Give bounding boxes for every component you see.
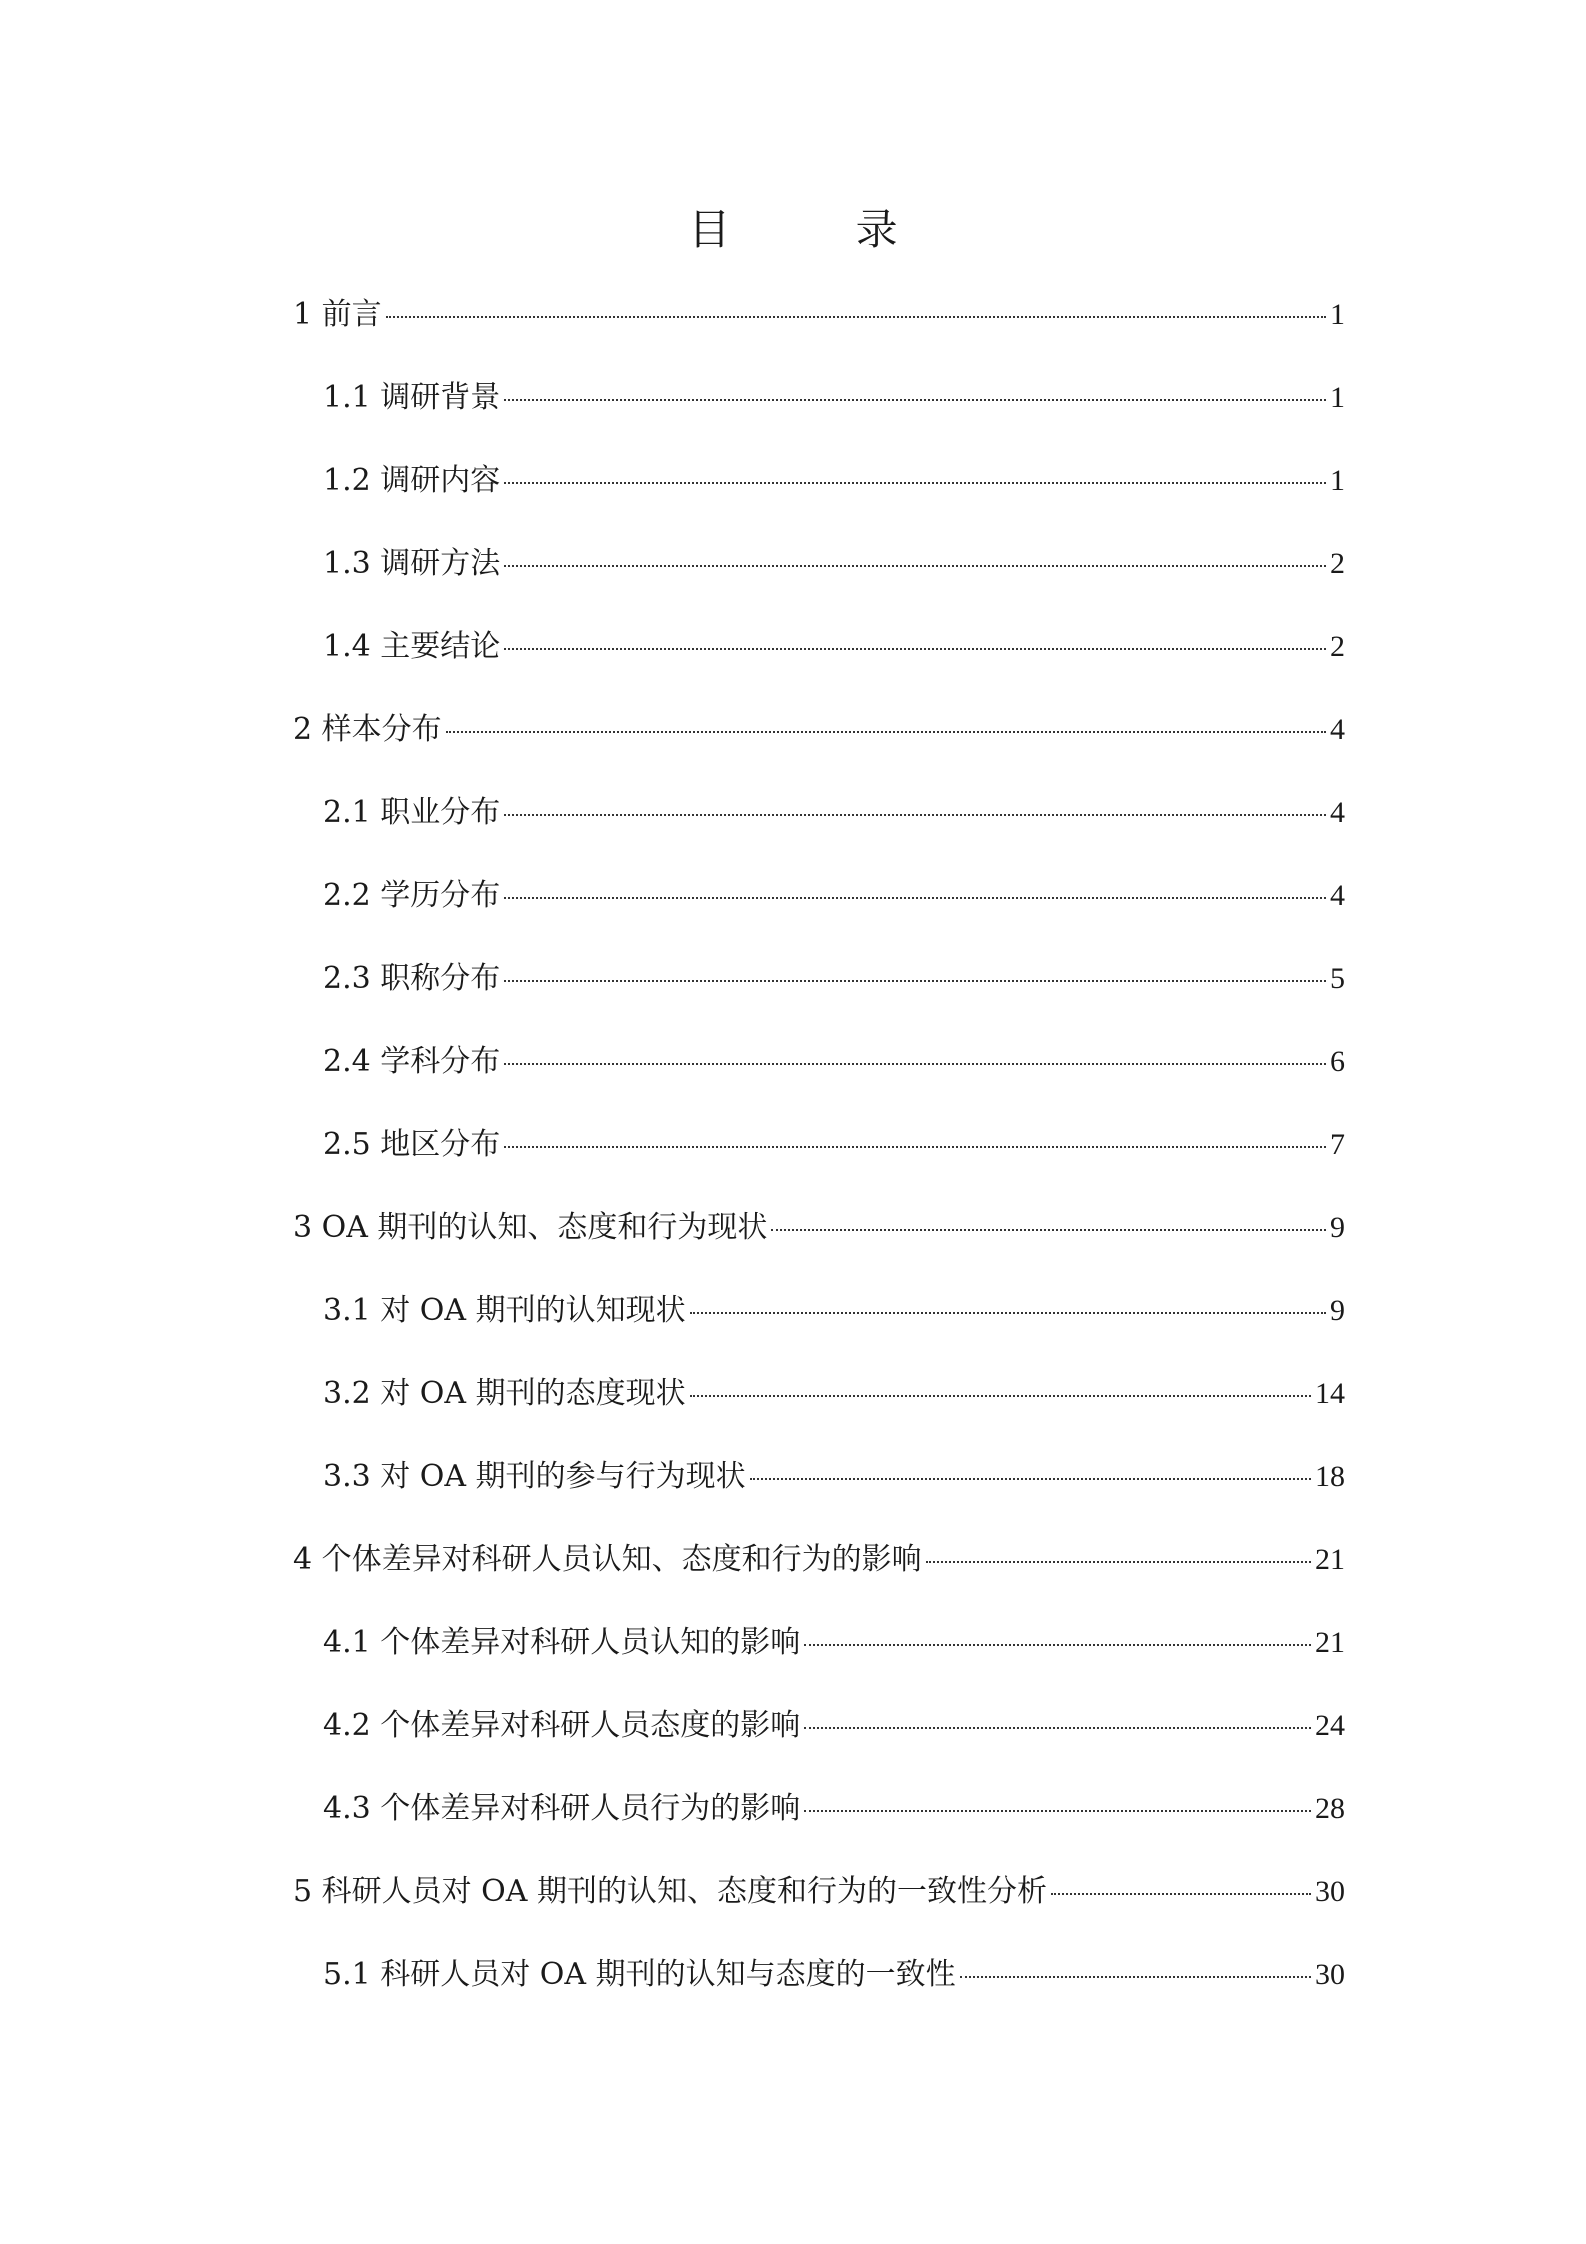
toc-entry[interactable] bbox=[293, 1366, 1345, 1449]
toc-entry[interactable] bbox=[293, 1781, 1345, 1864]
toc-page-number: 24 bbox=[1315, 1709, 1345, 1742]
toc-dot-leader bbox=[690, 1395, 1311, 1397]
toc-entry-text: 3.3 对 OA 期刊的参与行为现状 bbox=[323, 1459, 746, 1494]
toc-entry-text: 3 OA 期刊的认知、态度和行为现状 bbox=[293, 1210, 768, 1245]
toc-dot-leader bbox=[504, 648, 1326, 650]
toc-entry-text: 5.1 科研人员对 OA 期刊的认知与态度的一致性 bbox=[323, 1957, 956, 1992]
toc-entry-text: 2.3 职称分布 bbox=[323, 961, 501, 996]
toc-entry[interactable] bbox=[293, 1615, 1345, 1698]
toc-page-number: 2 bbox=[1330, 630, 1345, 663]
toc-dot-leader bbox=[1051, 1893, 1311, 1895]
toc-dot-leader bbox=[926, 1561, 1311, 1563]
toc-entry[interactable] bbox=[293, 702, 1345, 785]
toc-page-number: 1 bbox=[1330, 464, 1345, 497]
toc-page-number: 30 bbox=[1315, 1958, 1345, 1991]
toc-page-number: 4 bbox=[1330, 796, 1345, 829]
toc-entry-text: 1 前言 bbox=[293, 297, 382, 332]
toc-entry-text: 2.4 学科分布 bbox=[323, 1044, 501, 1079]
toc-entry[interactable] bbox=[293, 287, 1345, 370]
toc-page-number: 5 bbox=[1330, 962, 1345, 995]
toc-dot-leader bbox=[504, 814, 1326, 816]
toc-entry-text: 1.4 主要结论 bbox=[323, 629, 501, 664]
toc-entry-text: 2.5 地区分布 bbox=[323, 1127, 501, 1162]
toc-entry[interactable] bbox=[293, 1449, 1345, 1532]
toc-page-number: 2 bbox=[1330, 547, 1345, 580]
toc-entry-text: 4.3 个体差异对科研人员行为的影响 bbox=[323, 1791, 801, 1826]
toc-entry[interactable] bbox=[293, 1947, 1345, 2030]
toc-dot-leader bbox=[804, 1644, 1311, 1646]
toc-page-number: 6 bbox=[1330, 1045, 1345, 1078]
toc-page-number: 7 bbox=[1330, 1128, 1345, 1161]
toc-entry[interactable] bbox=[293, 1864, 1345, 1947]
toc-page-number: 14 bbox=[1315, 1377, 1345, 1410]
toc-entry-text: 3.1 对 OA 期刊的认知现状 bbox=[323, 1293, 686, 1328]
toc-dot-leader bbox=[771, 1229, 1326, 1231]
toc-entry-text: 2.1 职业分布 bbox=[323, 795, 501, 830]
toc-entry[interactable] bbox=[293, 453, 1345, 536]
toc-title: 目 录 bbox=[688, 205, 954, 254]
toc-dot-leader bbox=[960, 1976, 1311, 1978]
toc-dot-leader bbox=[504, 1146, 1326, 1148]
toc-page-number: 21 bbox=[1315, 1543, 1345, 1576]
toc-entry[interactable] bbox=[293, 868, 1345, 951]
toc-dot-leader bbox=[504, 1063, 1326, 1065]
toc-entry[interactable] bbox=[293, 619, 1345, 702]
toc-entry-text: 4 个体差异对科研人员认知、态度和行为的影响 bbox=[293, 1542, 922, 1577]
toc-entry-text: 3.2 对 OA 期刊的态度现状 bbox=[323, 1376, 686, 1411]
toc-entry-text: 4.2 个体差异对科研人员态度的影响 bbox=[323, 1708, 801, 1743]
toc-page-number: 9 bbox=[1330, 1294, 1345, 1327]
toc-dot-leader bbox=[504, 897, 1326, 899]
toc-dot-leader bbox=[504, 482, 1326, 484]
toc-dot-leader bbox=[504, 980, 1326, 982]
toc-page-number: 21 bbox=[1315, 1626, 1345, 1659]
toc-dot-leader bbox=[750, 1478, 1311, 1480]
toc-dot-leader bbox=[504, 399, 1326, 401]
toc-dot-leader bbox=[386, 316, 1326, 318]
toc-entry[interactable] bbox=[293, 1034, 1345, 1117]
toc-dot-leader bbox=[446, 731, 1326, 733]
toc-entry[interactable] bbox=[293, 536, 1345, 619]
toc-entry[interactable] bbox=[293, 1117, 1345, 1200]
toc-entry-text: 2.2 学历分布 bbox=[323, 878, 501, 913]
toc-entry[interactable] bbox=[293, 1698, 1345, 1781]
toc-page-number: 28 bbox=[1315, 1792, 1345, 1825]
toc-entry[interactable] bbox=[293, 1532, 1345, 1615]
toc-page-number: 18 bbox=[1315, 1460, 1345, 1493]
toc-page-number: 9 bbox=[1330, 1211, 1345, 1244]
toc-entry[interactable] bbox=[293, 785, 1345, 868]
toc-page-number: 1 bbox=[1330, 298, 1345, 331]
toc-entry-text: 4.1 个体差异对科研人员认知的影响 bbox=[323, 1625, 801, 1660]
toc-dot-leader bbox=[804, 1727, 1311, 1729]
toc-entry[interactable] bbox=[293, 951, 1345, 1034]
toc-entry-text: 1.3 调研方法 bbox=[323, 546, 501, 581]
toc-page-number: 30 bbox=[1315, 1875, 1345, 1908]
toc-entry-text: 5 科研人员对 OA 期刊的认知、态度和行为的一致性分析 bbox=[293, 1874, 1047, 1909]
toc-dot-leader bbox=[804, 1810, 1311, 1812]
toc-entry[interactable] bbox=[293, 1200, 1345, 1283]
toc-dot-leader bbox=[690, 1312, 1326, 1314]
toc-entry[interactable] bbox=[293, 1283, 1345, 1366]
toc-page-number: 4 bbox=[1330, 879, 1345, 912]
toc-dot-leader bbox=[504, 565, 1326, 567]
toc-page-number: 1 bbox=[1330, 381, 1345, 414]
toc-page-number: 4 bbox=[1330, 713, 1345, 746]
toc-entry[interactable] bbox=[293, 370, 1345, 453]
toc-entry-text: 1.1 调研背景 bbox=[323, 380, 501, 415]
toc-list bbox=[293, 287, 1345, 2030]
toc-entry-text: 1.2 调研内容 bbox=[323, 463, 501, 498]
toc-entry-text: 2 样本分布 bbox=[293, 712, 442, 747]
